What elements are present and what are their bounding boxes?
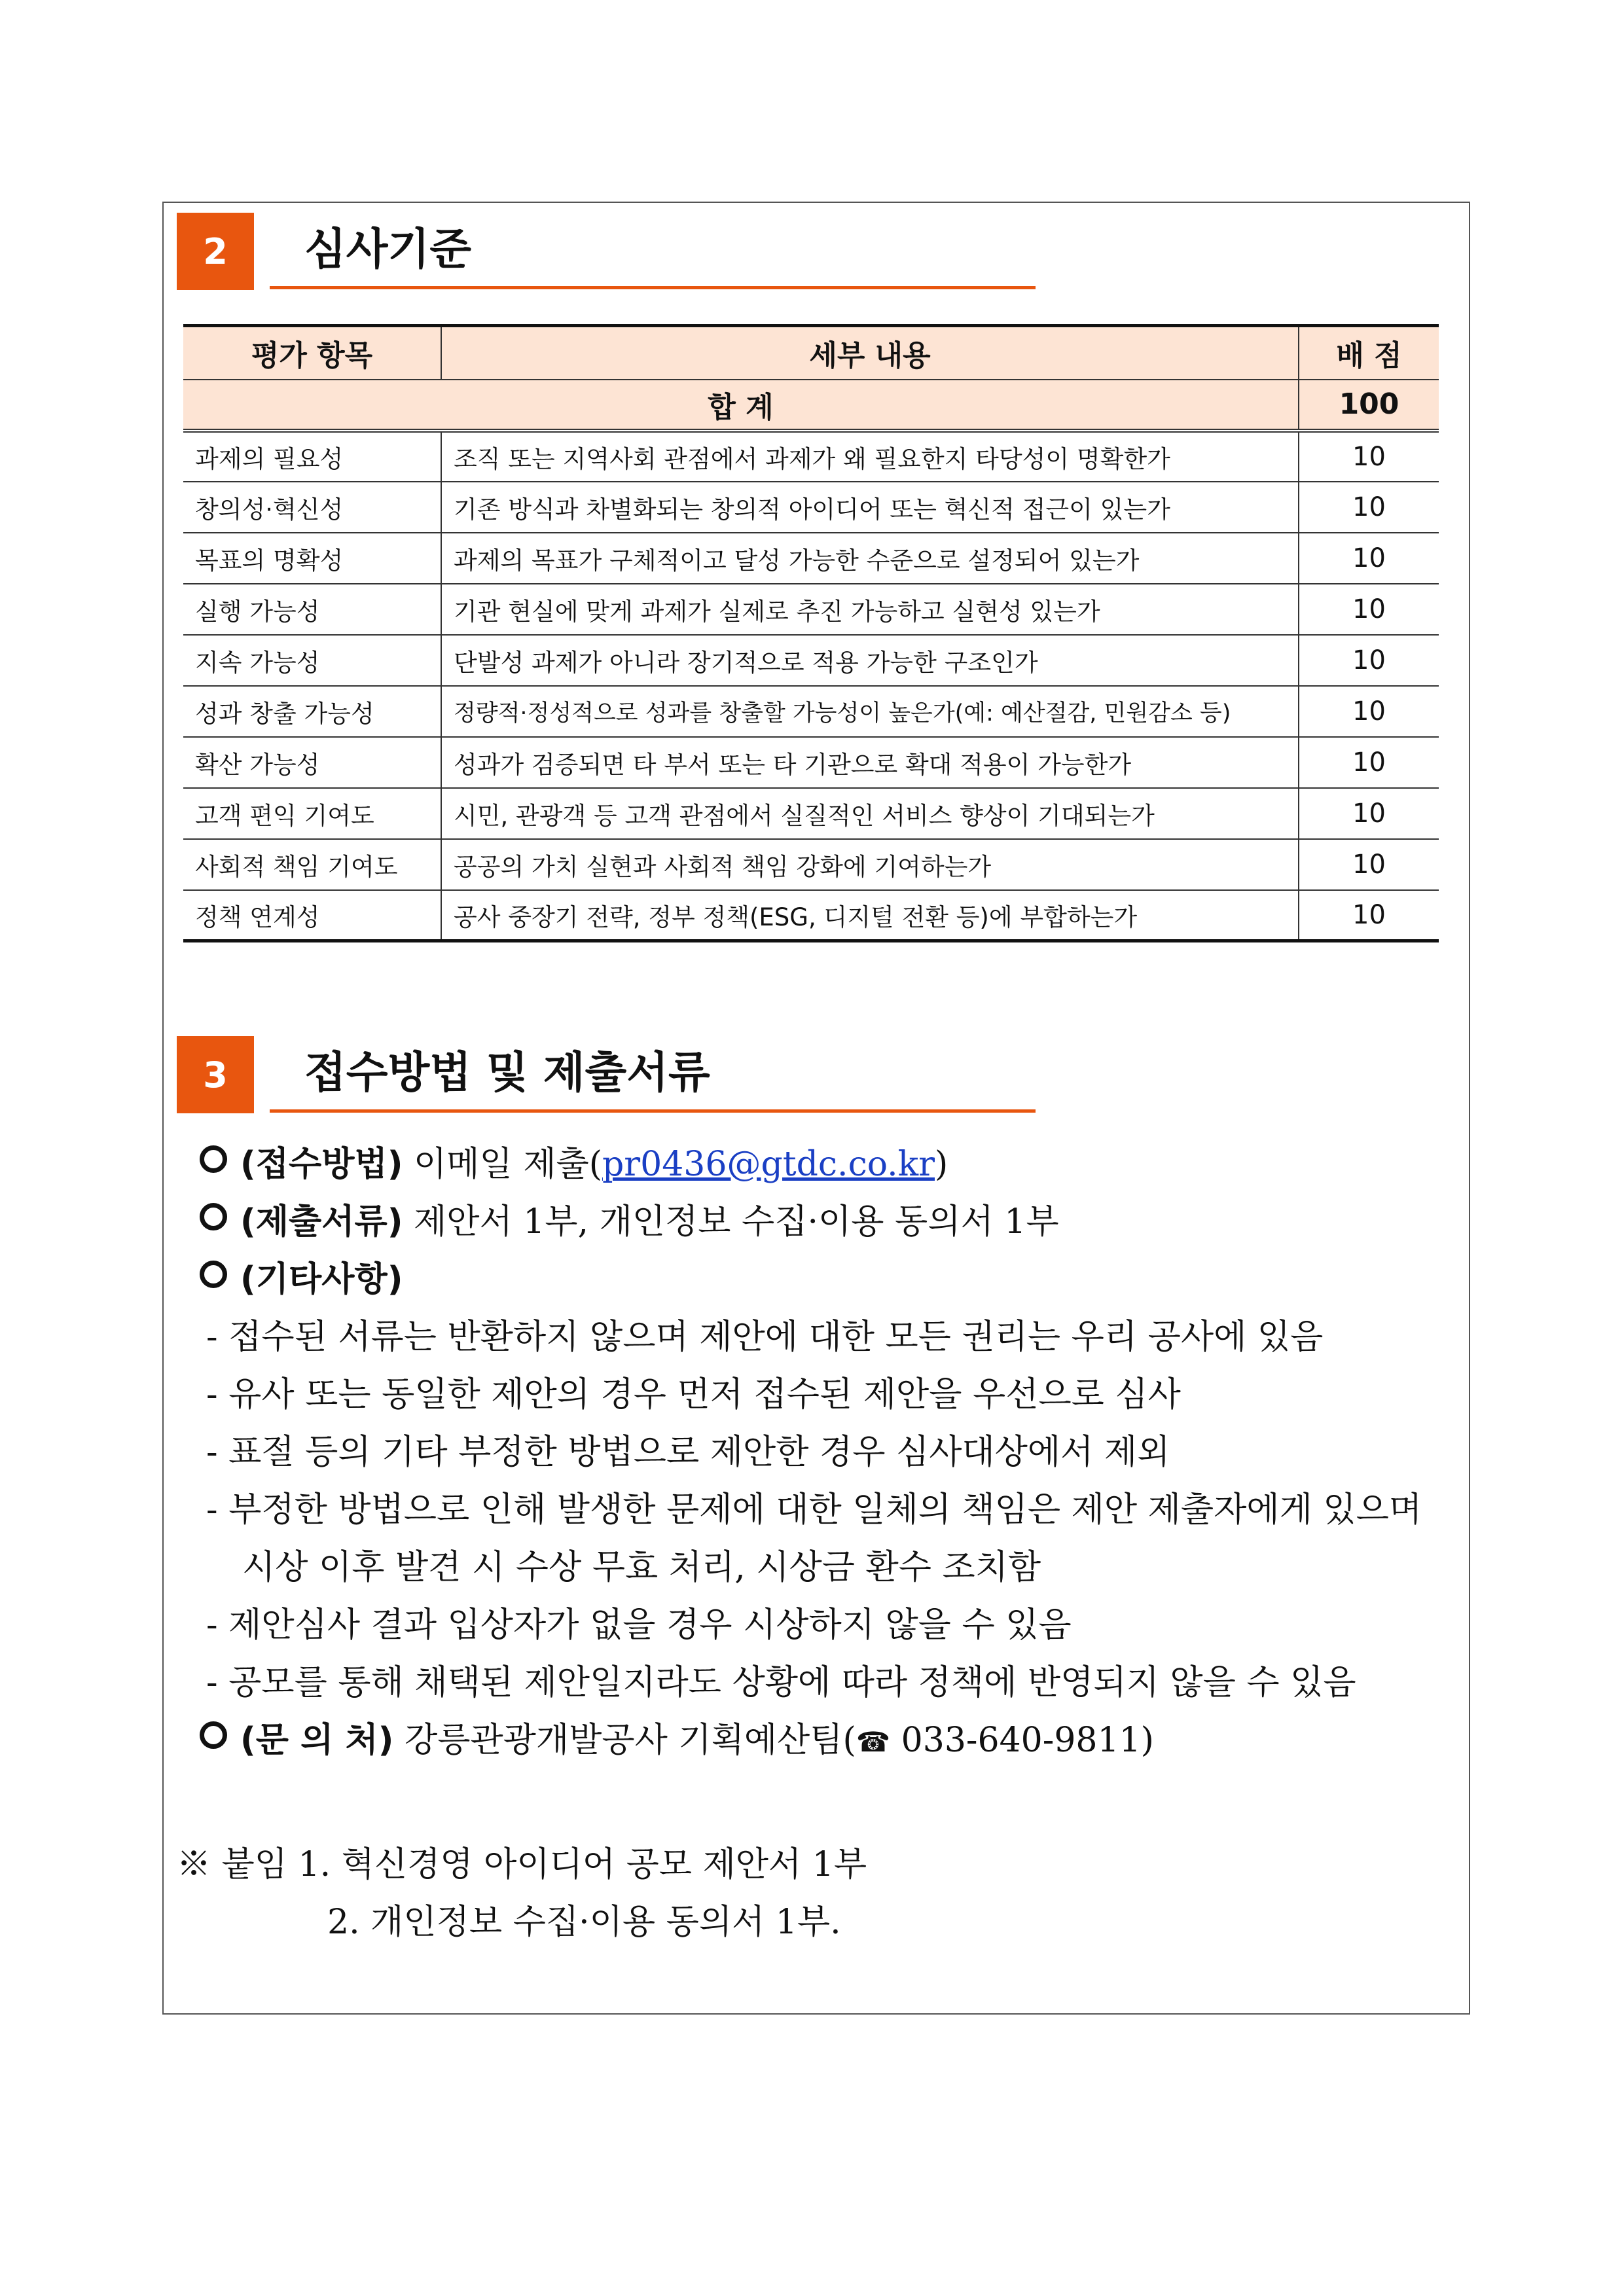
row-score: 10 — [1299, 890, 1439, 941]
row-item: 지속 가능성 — [183, 635, 441, 686]
section-3-body — [200, 1136, 1422, 1769]
docs-line — [200, 1193, 1422, 1251]
row-item: 정책 연계성 — [183, 890, 441, 941]
row-score: 10 — [1299, 737, 1439, 788]
row-detail: 조직 또는 지역사회 관점에서 과제가 왜 필요한지 타당성이 명확한가 — [441, 431, 1299, 482]
docs-text: 제안서 1부, 개인정보 수집·이용 동의서 1부 — [403, 1202, 1059, 1242]
circle-bullet-icon — [200, 1203, 227, 1230]
etc-item: - 부정한 방법으로 인해 발생한 문제에 대한 일체의 책임은 제안 제출자에게 있으며 — [206, 1490, 1422, 1530]
table-row — [183, 737, 1439, 788]
method-line — [200, 1136, 1422, 1193]
header-item: 평가 항목 — [183, 326, 441, 380]
etc-item: - 표절 등의 기타 부정한 방법으로 제안한 경우 심사대상에서 제외 — [206, 1433, 1170, 1472]
row-item: 고객 편익 기여도 — [183, 788, 441, 839]
section-2-header — [177, 213, 1041, 285]
table-row — [183, 584, 1439, 635]
etc-label: (기타사항) — [240, 1260, 403, 1299]
table-row — [183, 686, 1439, 737]
row-score: 10 — [1299, 533, 1439, 584]
row-item: 확산 가능성 — [183, 737, 441, 788]
etc-item: - 공모를 통해 채택된 제안일지라도 상황에 따라 정책에 반영되지 않을 수 있음 — [206, 1663, 1356, 1702]
row-item: 목표의 명확성 — [183, 533, 441, 584]
contact-label: (문 의 처) — [240, 1721, 394, 1760]
etc-item-continued: 시상 이후 발견 시 수상 무효 처리, 시상금 환수 조치함 — [242, 1548, 1041, 1587]
method-text: 이메일 제출( — [403, 1145, 602, 1184]
table-row — [183, 635, 1439, 686]
section-underline — [270, 286, 1036, 289]
contact-text: 강릉관광개발공사 기획예산팀( — [393, 1721, 856, 1760]
section-number: 2 — [177, 213, 254, 290]
method-close: ) — [935, 1145, 948, 1184]
row-score: 10 — [1299, 584, 1439, 635]
row-score: 10 — [1299, 635, 1439, 686]
etc-line — [200, 1251, 1422, 1308]
row-detail: 공공의 가치 실현과 사회적 책임 강화에 기여하는가 — [441, 839, 1299, 890]
table-row — [183, 482, 1439, 533]
row-score: 10 — [1299, 839, 1439, 890]
row-item: 사회적 책임 기여도 — [183, 839, 441, 890]
row-detail: 단발성 과제가 아니라 장기적으로 적용 가능한 구조인가 — [441, 635, 1299, 686]
circle-bullet-icon — [200, 1145, 227, 1173]
total-value: 100 — [1299, 380, 1439, 431]
etc-item: - 접수된 서류는 반환하지 않으며 제안에 대한 모든 권리는 우리 공사에 있음 — [206, 1318, 1324, 1357]
attachment-line-1: ※ 붙임 1. 혁신경영 아이디어 공모 제안서 1부 — [177, 1845, 867, 1884]
row-item: 과제의 필요성 — [183, 431, 441, 482]
circle-bullet-icon — [200, 1261, 227, 1288]
section-3-header — [177, 1036, 1041, 1108]
header-detail: 세부 내용 — [441, 326, 1299, 380]
table-row — [183, 431, 1439, 482]
row-item: 실행 가능성 — [183, 584, 441, 635]
row-detail: 과제의 목표가 구체적이고 달성 가능한 수준으로 설정되어 있는가 — [441, 533, 1299, 584]
table-header-row — [183, 326, 1439, 380]
method-label: (접수방법) — [240, 1145, 403, 1184]
table-row — [183, 788, 1439, 839]
table-row — [183, 839, 1439, 890]
row-score: 10 — [1299, 482, 1439, 533]
contact-phone: 033-640-9811) — [890, 1721, 1154, 1760]
table-row — [183, 890, 1439, 941]
contact-line — [200, 1712, 1422, 1769]
docs-label: (제출서류) — [240, 1202, 403, 1242]
section-underline — [270, 1109, 1036, 1113]
row-detail: 정량적·정성적으로 성과를 창출할 가능성이 높은가(예: 예산절감, 민원감소 등) — [441, 686, 1299, 737]
etc-item: - 유사 또는 동일한 제안의 경우 먼저 접수된 제안을 우선으로 심사 — [206, 1375, 1181, 1414]
circle-bullet-icon — [200, 1721, 227, 1749]
section-title: 접수방법 및 제출서류 — [304, 1047, 710, 1098]
table-total-row — [183, 380, 1439, 431]
row-score: 10 — [1299, 686, 1439, 737]
row-detail: 시민, 관광객 등 고객 관점에서 실질적인 서비스 향상이 기대되는가 — [441, 788, 1299, 839]
row-detail: 기관 현실에 맞게 과제가 실제로 추진 가능하고 실현성 있는가 — [441, 584, 1299, 635]
row-score: 10 — [1299, 431, 1439, 482]
header-score: 배 점 — [1299, 326, 1439, 380]
row-item: 성과 창출 가능성 — [183, 686, 441, 737]
table-row — [183, 533, 1439, 584]
row-item: 창의성·혁신성 — [183, 482, 441, 533]
total-label: 합 계 — [183, 380, 1299, 431]
row-detail: 성과가 검증되면 타 부서 또는 타 기관으로 확대 적용이 가능한가 — [441, 737, 1299, 788]
section-title: 심사기준 — [304, 224, 472, 274]
email-link[interactable]: pr0436@gtdc.co.kr — [602, 1145, 935, 1184]
attachments — [177, 1836, 867, 1951]
row-detail: 공사 중장기 전략, 정부 정책(ESG, 디지털 전환 등)에 부합하는가 — [441, 890, 1299, 941]
evaluation-criteria-table — [183, 324, 1439, 942]
section-number: 3 — [177, 1036, 254, 1113]
phone-icon: ☎ — [856, 1726, 891, 1758]
attachment-line-2: 2. 개인정보 수집·이용 동의서 1부. — [327, 1903, 841, 1942]
etc-item: - 제안심사 결과 입상자가 없을 경우 시상하지 않을 수 있음 — [206, 1605, 1072, 1645]
row-detail: 기존 방식과 차별화되는 창의적 아이디어 또는 혁신적 접근이 있는가 — [441, 482, 1299, 533]
row-score: 10 — [1299, 788, 1439, 839]
